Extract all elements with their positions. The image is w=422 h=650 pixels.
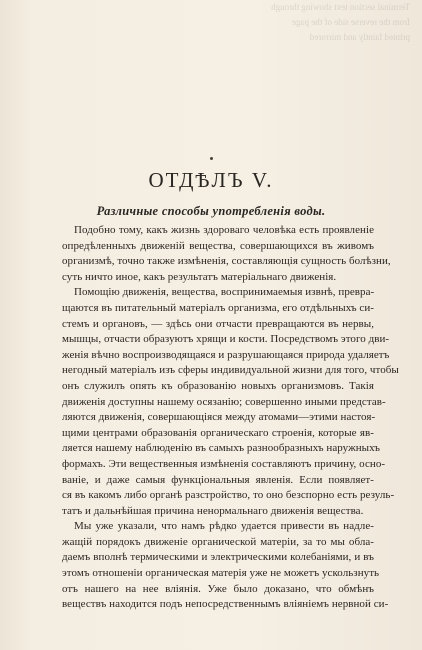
text-line: ляются движенія, совершающіяся между атомами—этими настоя- [62, 411, 376, 424]
text-line: мышцы, отчасти образуютъ хрящи и кости. Посредствомъ этого дви- [62, 333, 390, 346]
text-line: формахъ. Эти вещественныя измѣненія составляютъ причину, осно- [62, 457, 386, 470]
text-line: ся въ какомъ либо органѣ разстройство, то оно безспорно есть резуль- [62, 489, 395, 502]
text-line: Помощію движенія, вещества, воспринимаемыя извнѣ, превра- [74, 286, 375, 299]
text-line: ваніе, и даже самыя функціональныя явленія. Если появляет- [62, 473, 374, 486]
text-line: Подобно тому, какъ жизнь здороваго человѣка есть проявленіе [74, 224, 374, 236]
bleed-line: from the reverse side of the page [292, 17, 410, 27]
text-line: онъ служилъ опять къ образованію новыхъ организмовъ. Такія [62, 379, 374, 392]
bleed-line: Terminal section text showing through [271, 2, 410, 12]
ornament-dot [210, 157, 213, 160]
text-line: щаются въ питательный матеріалъ организма, его отдѣльныхъ си- [62, 301, 374, 314]
text-line: щими центрами образованія органическаго строенія, которые яв- [62, 426, 374, 439]
text-line: веществъ находится подъ непосредственнымъ вліяніемъ нервной си- [62, 598, 389, 611]
text-line: жащій порядокъ движеніе органической матеріи, за то мы обла- [62, 535, 374, 548]
text-line: отъ нашего на нее вліянія. Уже было доказано, что обмѣнъ [62, 582, 374, 595]
text-line: даемъ вполнѣ термическими и электрическими колебаніями, и въ [62, 551, 374, 564]
section-subtitle: Различные способы употребленія воды. [96, 204, 326, 218]
text-line: суть ничто иное, какъ результатъ матеріальнаго движенія. [62, 270, 337, 283]
text-line: татъ и дальнѣйшая причина ненормальнаго движенія вещества. [62, 504, 364, 517]
text-line: негодный матеріалъ изъ сферы индивидуальной жизни для того, чтобы [62, 364, 399, 377]
section-heading: ОТДѢЛЪ V. [148, 168, 274, 192]
text-line: стемъ и органовъ, — здѣсь они отчасти превращаются въ нервы, [62, 317, 374, 330]
text-line: женія вѣчно воспроизводящаяся и разрушающаяся природа удаляетъ [62, 348, 390, 361]
text-line: движенія доступны нашему осязанію; совершенно иными представ- [62, 395, 386, 408]
bleed-line: printed faintly and mirrored [309, 32, 410, 42]
bleed-through-text [235, 0, 410, 70]
text-line: ляется нашему наблюденію въ самыхъ разнообразныхъ наружныхъ [62, 442, 380, 455]
text-line: Мы уже указали, что намъ рѣдко удается привести въ надле- [74, 520, 374, 533]
text-line: организмѣ, точно также измѣненія, составляющія сущность болѣзни, [62, 255, 391, 268]
body-text [62, 223, 399, 613]
text-line: опредѣленныхъ движеній вещества, совершающихся въ живомъ [62, 239, 374, 252]
text-line: этомъ отношеніи органическая матерія уже не можетъ ускользнуть [62, 567, 380, 580]
